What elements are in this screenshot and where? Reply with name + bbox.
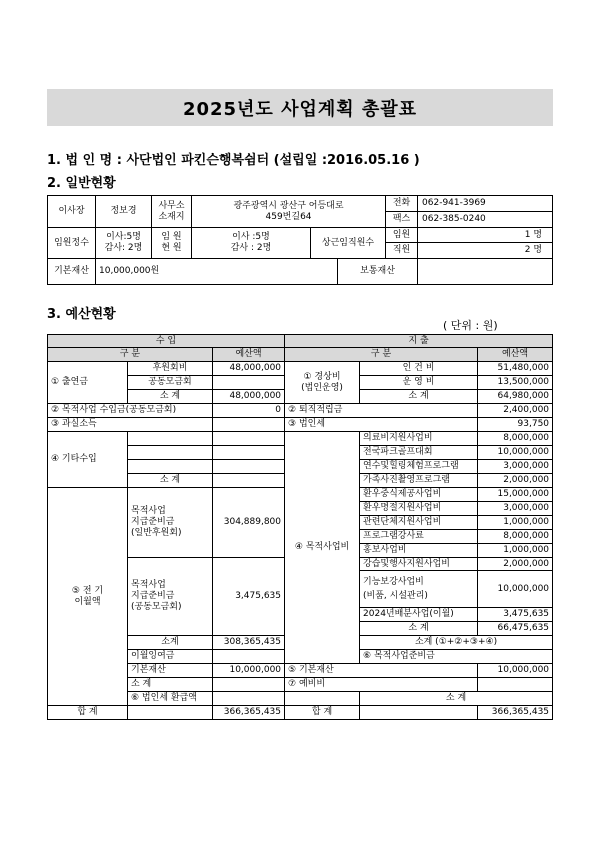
income-carryover bbox=[48, 488, 128, 706]
expense-item-holiday: 환우명절지원사업비 bbox=[360, 502, 478, 516]
address-line-2: 459번길64 bbox=[265, 211, 312, 222]
income-carryover-subtotal-amt: 308,365,435 bbox=[213, 636, 285, 650]
fax-label: 팩스 bbox=[392, 214, 411, 224]
expense-subtotal: 소계 (①+②+③+④) bbox=[360, 636, 553, 650]
expense-item-talent bbox=[360, 571, 478, 608]
expense-personnel: 인 건 비 bbox=[360, 362, 478, 376]
current-label-2: 현 원 bbox=[161, 243, 182, 253]
income-fruit-amt bbox=[213, 418, 285, 432]
office-label bbox=[152, 196, 192, 228]
expense-item-instructor-amt: 8,000,000 bbox=[478, 530, 553, 544]
expense-item-lunch: 환우중식제공사업비 bbox=[360, 488, 478, 502]
officers-value-1: 이사:5명 bbox=[106, 232, 141, 243]
office-label-2: 소재지 bbox=[158, 211, 185, 222]
income-purpose-amt: 0 bbox=[213, 404, 285, 418]
chair-label: 이사장 bbox=[48, 196, 96, 228]
income-carryover-general-2: 지급준비금 bbox=[131, 517, 175, 528]
expense-operating-subtotal-amt: 64,980,000 bbox=[478, 390, 553, 404]
expense-item-healing-amt: 3,000,000 bbox=[478, 460, 553, 474]
income-purpose: ② 목적사업 수입금(공동모금회) bbox=[48, 404, 213, 418]
expense-running: 운 영 비 bbox=[360, 376, 478, 390]
income-sponsor-amt: 48,000,000 bbox=[213, 362, 285, 376]
general-status-table bbox=[47, 195, 553, 285]
expense-purpose-subtotal-amt: 66,475,635 bbox=[478, 622, 553, 636]
tel-label: 전화 bbox=[386, 196, 417, 212]
current-label bbox=[152, 228, 192, 259]
chair-value: 정보경 bbox=[96, 196, 152, 228]
staff-sub-values bbox=[418, 228, 553, 259]
expense-operating-1: ① 경상비 bbox=[303, 371, 341, 382]
income-carryover-subtotal: 소계 bbox=[128, 636, 213, 650]
general-status-heading: 2. 일반현황 bbox=[47, 176, 116, 191]
income-subtotal2-amt bbox=[213, 678, 285, 692]
income-sponsor: 후원회비 bbox=[128, 362, 213, 376]
expense-reserve: ⑥ 목적사업준비금 bbox=[360, 650, 553, 664]
expense-item-event: 강습및행사지원사업비 bbox=[360, 558, 478, 571]
expense-retirement: ② 퇴직적립금 bbox=[285, 404, 478, 418]
emp-value: 2 명 bbox=[524, 245, 543, 255]
officers-label: 임원정수 bbox=[48, 228, 96, 259]
exec-value: 1 명 bbox=[418, 228, 552, 243]
expense-item-holiday-amt: 3,000,000 bbox=[478, 502, 553, 516]
income-carryover-general bbox=[128, 488, 213, 558]
expense-item-org-amt: 1,000,000 bbox=[478, 516, 553, 530]
income-community-chest-amt bbox=[213, 376, 285, 390]
expense-purpose-subtotal: 소 계 bbox=[360, 622, 478, 636]
income-other-blank-1 bbox=[128, 432, 213, 446]
expense-item-golf: 전국파크골프대회 bbox=[360, 446, 478, 460]
income-other-blank-2-amt bbox=[213, 446, 285, 460]
expense-col-amount: 예산액 bbox=[478, 348, 553, 362]
expense-personnel-amt: 51,480,000 bbox=[478, 362, 553, 376]
expense-item-pr-amt: 1,000,000 bbox=[478, 544, 553, 558]
normal-asset-value bbox=[418, 259, 553, 285]
income-carryover-1: ⑤ 전 기 bbox=[71, 585, 104, 596]
corp-name-heading: 1. 법 인 명 : 사단법인 파킨슨행복쉼터 (설립일 :2016.05.16 ) bbox=[47, 153, 420, 168]
income-carryover-general-3: (일반후원회) bbox=[131, 527, 182, 538]
income-surplus: 이월잉여금 bbox=[128, 650, 213, 664]
contact-values bbox=[418, 196, 553, 228]
current-value-2: 감사 : 2명 bbox=[230, 243, 272, 253]
income-fruit: ③ 과실소득 bbox=[48, 418, 213, 432]
income-col-amount: 예산액 bbox=[213, 348, 285, 362]
budget-table bbox=[47, 334, 553, 720]
expense-total: 합 계 bbox=[285, 706, 360, 720]
expense-base-asset: ⑤ 기본재산 bbox=[285, 664, 478, 678]
contact-labels bbox=[386, 196, 418, 228]
base-asset-value: 10,000,000원 bbox=[96, 259, 338, 285]
expense-base-asset-amt: 10,000,000 bbox=[478, 664, 553, 678]
page-title: 2025년도 사업계획 총괄표 bbox=[47, 89, 553, 126]
income-col-div: 구 분 bbox=[48, 348, 213, 362]
expense-retirement-amt: 2,400,000 bbox=[478, 404, 553, 418]
income-other-subtotal-amt bbox=[213, 474, 285, 488]
office-label-1: 사무소 bbox=[158, 200, 185, 211]
income-base-asset-amt: 10,000,000 bbox=[213, 664, 285, 678]
income-carryover-chest bbox=[128, 558, 213, 636]
current-label-1: 임 원 bbox=[161, 232, 182, 243]
income-tax-refund-blank bbox=[213, 692, 285, 706]
base-asset-label: 기본재산 bbox=[48, 259, 96, 285]
income-contribution-subtotal: 소 계 bbox=[128, 390, 213, 404]
expense-item-lunch-amt: 15,000,000 bbox=[478, 488, 553, 502]
expense-item-healing: 연수및힐링체험프로그램 bbox=[360, 460, 478, 474]
income-carryover-general-1: 목적사업 bbox=[131, 506, 166, 517]
expense-item-instructor: 프로그램강사료 bbox=[360, 530, 478, 544]
expense-item-event-amt: 2,000,000 bbox=[478, 558, 553, 571]
income-carryover-chest-amt: 3,475,635 bbox=[213, 558, 285, 636]
income-subtotal2: 소 계 bbox=[128, 678, 213, 692]
income-other-blank-1-amt bbox=[213, 432, 285, 446]
current-value-1: 이사 :5명 bbox=[232, 232, 270, 243]
current-value bbox=[192, 228, 311, 259]
income-total-amt: 366,365,435 bbox=[213, 706, 285, 720]
expense-item-org: 관련단체지원사업비 bbox=[360, 516, 478, 530]
expense-item-talent-amt: 10,000,000 bbox=[478, 571, 553, 608]
expense-item-2024-amt: 3,475,635 bbox=[478, 608, 553, 622]
income-other-subtotal: 소 계 bbox=[128, 474, 213, 488]
officers-value-2: 감사: 2명 bbox=[104, 243, 143, 253]
income-total-blank bbox=[128, 706, 213, 720]
expense-contingency-amt bbox=[478, 678, 553, 692]
emp-label: 직원 bbox=[392, 245, 411, 255]
income-other-blank-2 bbox=[128, 446, 213, 460]
income-tax-refund: ⑥ 법인세 환급액 bbox=[128, 692, 213, 706]
expense-col-div: 구 분 bbox=[285, 348, 478, 362]
tel-value: 062-941-3969 bbox=[418, 196, 552, 212]
expense-item-talent-2: (비품, 시설관리) bbox=[363, 591, 428, 601]
normal-asset-label: 보통재산 bbox=[338, 259, 418, 285]
income-carryover-chest-3: (공동모금회) bbox=[131, 601, 182, 612]
income-header: 수 입 bbox=[48, 335, 285, 348]
expense-purpose: ④ 목적사업비 bbox=[285, 432, 360, 664]
officers-value bbox=[96, 228, 152, 259]
staff-label: 상근임직원수 bbox=[311, 228, 386, 259]
income-carryover-2: 이월액 bbox=[74, 596, 101, 607]
expense-item-golf-amt: 10,000,000 bbox=[478, 446, 553, 460]
income-contribution-subtotal-amt: 48,000,000 bbox=[213, 390, 285, 404]
income-total: 합 계 bbox=[48, 706, 128, 720]
income-carryover-general-amt: 304,889,800 bbox=[213, 488, 285, 558]
staff-sub-labels bbox=[386, 228, 418, 259]
expense-header: 지 출 bbox=[285, 335, 553, 348]
expense-item-talent-1: 기능보강사업비 bbox=[363, 576, 424, 587]
address-value bbox=[192, 196, 386, 228]
expense-item-pr: 홍보사업비 bbox=[360, 544, 478, 558]
income-carryover-chest-1: 목적사업 bbox=[131, 580, 166, 591]
expense-subtotal2: 소 계 bbox=[360, 692, 553, 706]
income-carryover-chest-2: 지급준비금 bbox=[131, 591, 175, 602]
fax-value: 062-385-0240 bbox=[422, 214, 486, 224]
expense-item-photo-amt: 2,000,000 bbox=[478, 474, 553, 488]
income-contribution: ① 출연금 bbox=[48, 362, 128, 404]
address-line-1: 광주광역시 광산구 어등대로 bbox=[233, 200, 344, 211]
income-other: ④ 기타수입 bbox=[48, 432, 128, 488]
expense-item-2024: 2024년배분사업(이월) bbox=[360, 608, 478, 622]
unit-label: ( 단위 : 원) bbox=[443, 319, 498, 332]
income-surplus-amt bbox=[213, 650, 285, 664]
expense-corp-tax-amt: 93,750 bbox=[478, 418, 553, 432]
expense-contingency: ⑦ 예비비 bbox=[285, 678, 478, 692]
expense-item-medical-amt: 8,000,000 bbox=[478, 432, 553, 446]
income-other-blank-3 bbox=[128, 460, 213, 474]
expense-running-amt: 13,500,000 bbox=[478, 376, 553, 390]
expense-total-blank bbox=[360, 706, 478, 720]
expense-item-photo: 가족사진촬영프로그램 bbox=[360, 474, 478, 488]
budget-heading: 3. 예산현황 bbox=[47, 307, 116, 322]
expense-operating bbox=[285, 362, 360, 404]
income-tax-refund-amt bbox=[285, 692, 360, 706]
expense-corp-tax: ③ 법인세 bbox=[285, 418, 478, 432]
exec-label: 임원 bbox=[386, 228, 417, 243]
expense-total-amt: 366,365,435 bbox=[478, 706, 553, 720]
income-other-blank-3-amt bbox=[213, 460, 285, 474]
expense-item-medical: 의료비지원사업비 bbox=[360, 432, 478, 446]
expense-operating-2: (법인운영) bbox=[301, 382, 343, 393]
income-community-chest: 공동모금회 bbox=[128, 376, 213, 390]
expense-operating-subtotal: 소 계 bbox=[360, 390, 478, 404]
income-base-asset: 기본재산 bbox=[128, 664, 213, 678]
